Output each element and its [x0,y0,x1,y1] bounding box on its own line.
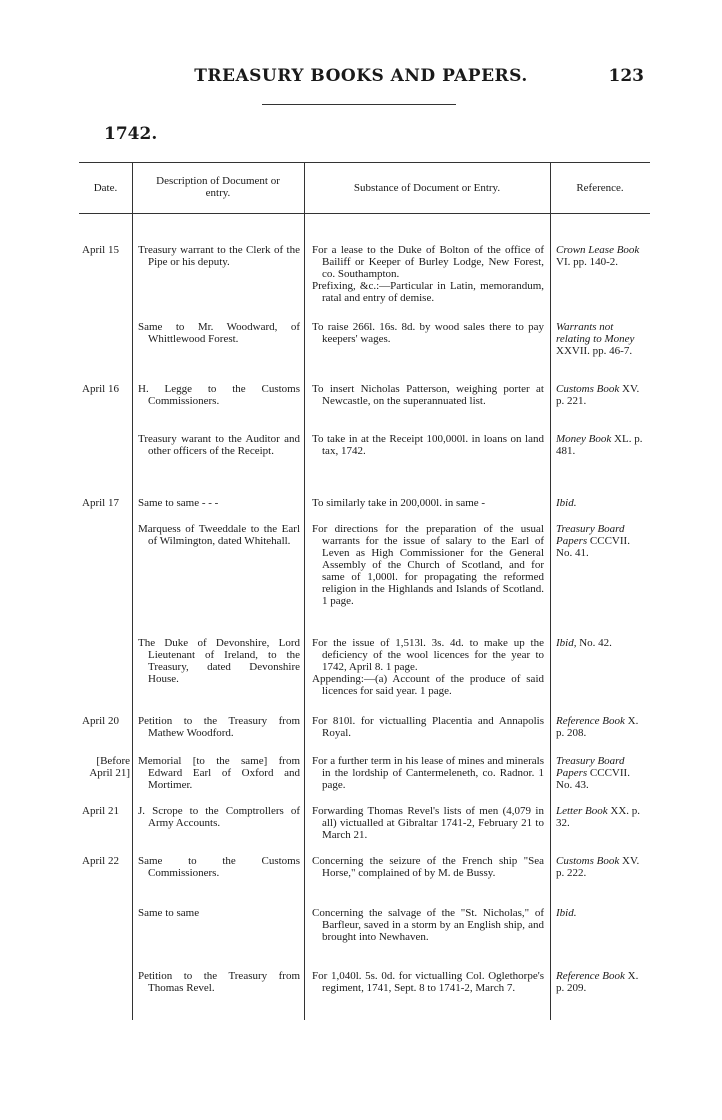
description-text: Marquess of Tweeddale to the Earl of Wilmington, dated Whitehall. [138,523,300,547]
reference-book: Treasury Board Papers [556,523,625,547]
substance-text: To insert Nicholas Patterson, weighing porter at Newcastle, on the superannuated list. [312,383,544,407]
substance-text: To raise 266l. 16s. 8d. by wood sales there to pay keepers' wages. [312,321,544,345]
table-row-reference [556,637,648,649]
running-header-title: TREASURY BOOKS AND PAPERS. [194,66,528,86]
column-divider [132,162,133,1020]
table-row-substance [312,497,544,509]
reference-book: Reference Book [556,970,625,982]
substance-text: For 810l. for victualling Placentia and Annapolis Royal. [312,715,544,739]
reference-book: Ibid. [556,497,577,509]
reference-book: Ibid, [556,637,577,649]
table-row-date: April 22 [82,855,119,867]
description-text: Treasury warant to the Auditor and other officers of the Receipt. [138,433,300,457]
table-row-description [138,321,300,345]
reference-book: Crown Lease Book [556,244,640,256]
table-row-description [138,855,300,879]
reference-book: Treasury Board Papers [556,755,625,779]
column-header-reference: Reference. [576,182,624,194]
table-row-substance [312,637,544,697]
table-row-substance [312,755,544,791]
description-text: The Duke of Devonshire, Lord Lieutenant of Ireland, to the Treasury, dated Devonshire House. [138,637,300,685]
reference-book: Customs Book [556,855,620,867]
table-row-reference [556,907,648,919]
table-row-description [138,497,300,509]
reference-detail: XV. p. 222. [556,855,640,879]
table-row-description [138,523,300,547]
page-number: 123 [608,66,644,86]
table-row-reference [556,497,648,509]
table-row-description [138,637,300,685]
substance-text: For 1,040l. 5s. 0d. for victualling Col. Oglethorpe's regiment, 1741, Sept. 8 to 1741-2, March 7. [312,970,544,994]
table-row-substance [312,805,544,841]
table-row-substance [312,244,544,304]
table-row-reference [556,321,648,357]
column-divider [304,162,305,1020]
table-row-date: April 16 [82,383,119,395]
reference-detail: XL. p. 481. [556,433,643,457]
reference-book: Warrants not relating to Money [556,321,635,345]
substance-text: For a further term in his lease of mines and minerals in the lordship of Cantermeleneth, co. Radnor. 1 page. [312,755,544,791]
substance-text: Concerning the seizure of the French ship "Sea Horse," complained of by M. de Bussy. [312,855,544,879]
table-row-substance [312,383,544,407]
table-row-reference [556,755,648,791]
reference-detail: X. p. 209. [556,970,639,994]
table-row-description [138,433,300,457]
reference-book: Ibid. [556,907,577,919]
table-row-description [138,244,300,268]
table-row-date: April 17 [82,497,119,509]
substance-text: For a lease to the Duke of Bolton of the office of Bailiff or Keeper of Burley Lodge, New Forest, co. Southampton. [312,244,544,280]
column-header-description: Description of Document or entry. [156,175,280,199]
table-row-date: April 15 [82,244,119,256]
table-row-substance [312,523,544,607]
substance-text: For directions for the preparation of the usual warrants for the issue of salary to the Earl of Leven as High Commissioner for the General Assembly of the Church of Scotland, and for same of 1,000l. for propagating the reformed religion in the Highlands and Islands of Scotland. 1 page. [312,523,544,607]
description-text: Memorial [to the same] from Edward Earl of Oxford and Mortimer. [138,755,300,791]
substance-text: Forwarding Thomas Revel's lists of men (4,079 in all) victualled at Gibraltar 1741-2, February 21 to March 21. [312,805,544,841]
substance-text: To take in at the Receipt 100,000l. in loans on land tax, 1742. [312,433,544,457]
table-row-reference [556,523,648,559]
description-text: Same to the Customs Commissioners. [138,855,300,879]
column-header-date: Date. [93,182,118,194]
description-text: Same to Mr. Woodward, of Whittlewood Forest. [138,321,300,345]
table-row-substance [312,970,544,994]
column-header-substance: Substance of Document or Entry. [353,182,501,194]
table-row-substance [312,715,544,739]
column-divider [550,162,551,1020]
table-row-date: [Before April 21] [89,755,130,779]
description-text: H. Legge to the Customs Commissioners. [138,383,300,407]
table-header-rule [79,213,650,214]
table-row-date: April 21 [82,805,119,817]
table-row-reference [556,383,648,407]
header-rule [262,104,456,105]
reference-book: Reference Book [556,715,625,727]
table-top-rule [79,162,650,163]
description-text: J. Scrope to the Comptrollers of Army Accounts. [138,805,300,829]
substance-text: Concerning the salvage of the "St. Nicholas," of Barfleur, saved in a storm by an English ship, and brought into Newhaven. [312,907,544,943]
table-row-substance [312,907,544,943]
table-row-reference [556,805,648,829]
substance-appendix: Prefixing, &c.:—Particular in Latin, memorandum, ratal and entry of demise. [312,280,544,304]
description-text: Same to same - - - [138,497,219,509]
table-row-reference [556,715,648,739]
reference-detail: XXVII. pp. 46-7. [556,345,633,357]
reference-detail: CCCVII. No. 43. [556,767,630,791]
substance-text: To similarly take in 200,000l. in same - [312,497,486,509]
table-row-description [138,383,300,407]
table-row-description [138,805,300,829]
description-text: Treasury warrant to the Clerk of the Pipe or his deputy. [138,244,300,268]
table-row-description [138,907,300,919]
reference-detail: CCCVII. No. 41. [556,535,630,559]
reference-detail: XX. p. 32. [556,805,641,829]
substance-appendix: Appending:—(a) Account of the produce of said licences for said year. 1 page. [312,673,544,697]
table-row-substance [312,321,544,345]
table-row-reference [556,970,648,994]
reference-book: Money Book [556,433,612,445]
year-heading: 1742. [104,124,158,144]
substance-text: For the issue of 1,513l. 3s. 4d. to make up the deficiency of the wool licences for the year to 1742, April 8. 1 page. [312,637,544,673]
table-row-reference [556,855,648,879]
reference-detail: XV. p. 221. [556,383,640,407]
table-row-reference [556,433,648,457]
reference-book: Letter Book [556,805,608,817]
reference-detail: VI. pp. 140-2. [556,256,619,268]
table-row-reference [556,244,648,268]
table-row-description [138,715,300,739]
table-row-substance [312,855,544,879]
table-row-substance [312,433,544,457]
reference-detail: No. 42. [579,637,612,649]
reference-detail: X. p. 208. [556,715,639,739]
description-text: Petition to the Treasury from Mathew Woodford. [138,715,300,739]
description-text: Petition to the Treasury from Thomas Revel. [138,970,300,994]
table-row-description [138,970,300,994]
table-row-description [138,755,300,791]
reference-book: Customs Book [556,383,620,395]
table-row-date: April 20 [82,715,119,727]
description-text: Same to same [138,907,200,919]
